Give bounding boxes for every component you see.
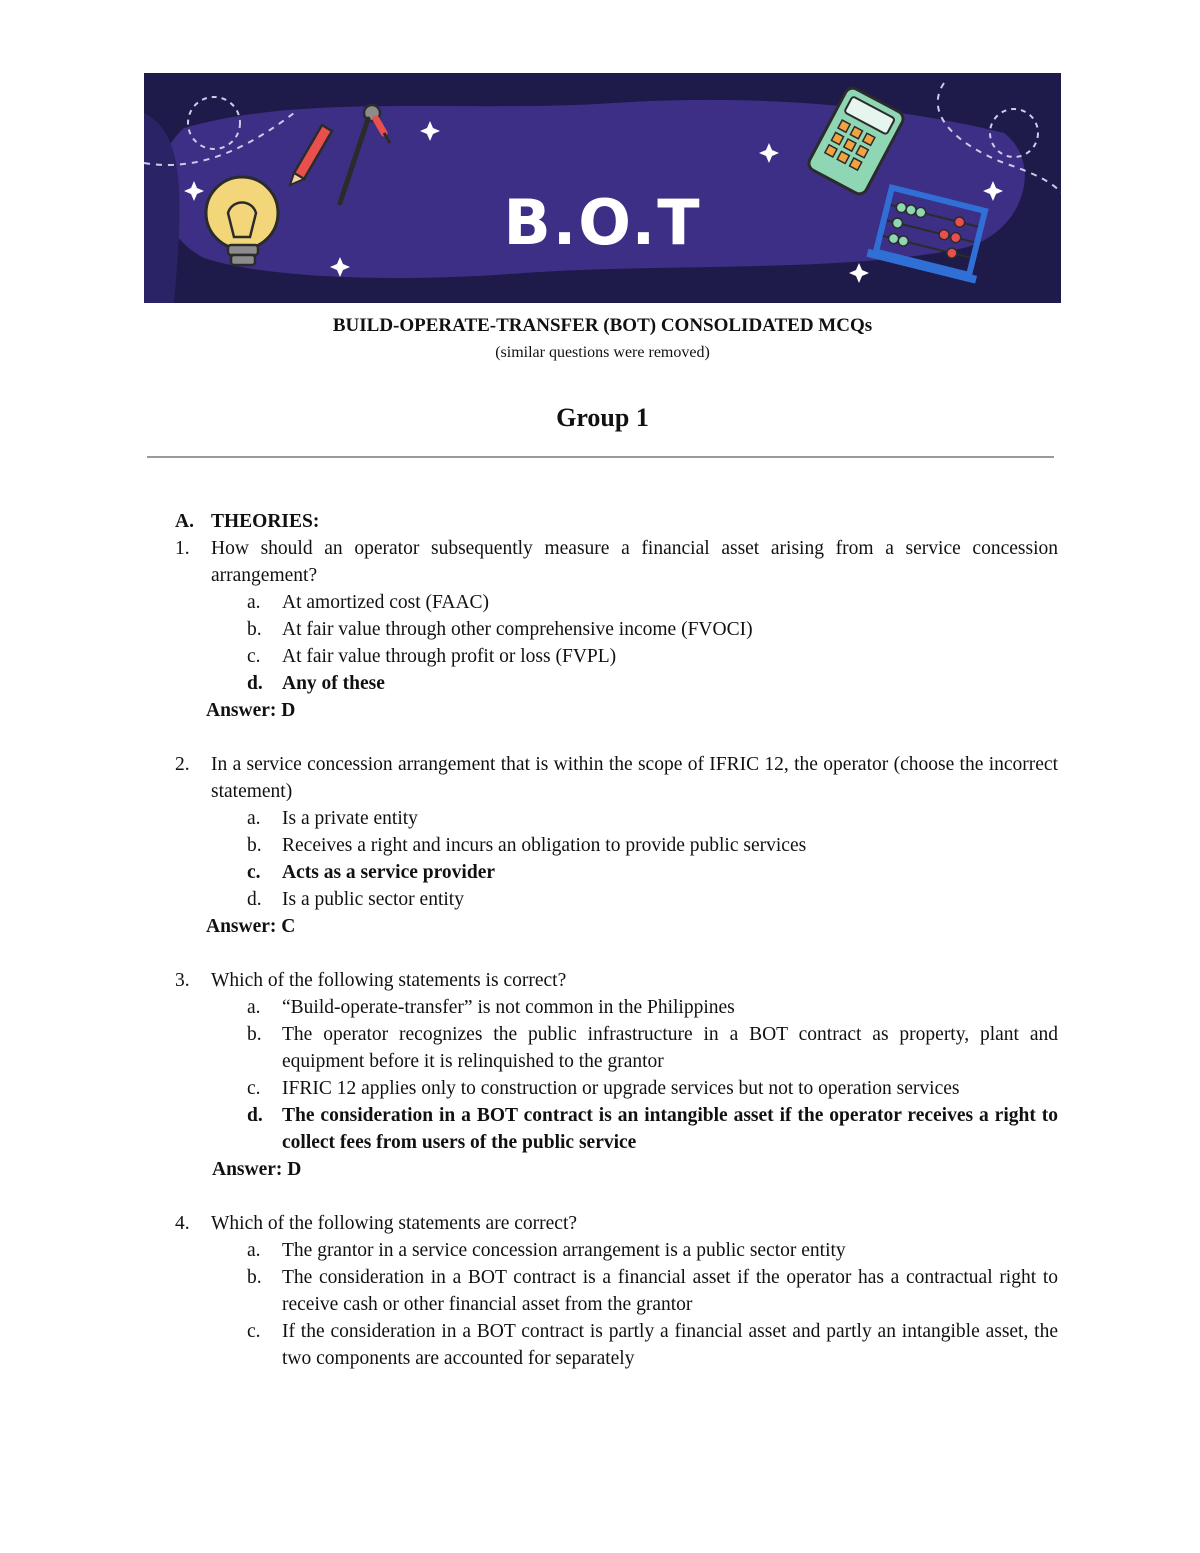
option-item: [0, 589, 1200, 616]
option-text: The consideration in a BOT contract is a financial asset if the operator has a contractual right to receive cash or other financial asset from the grantor: [282, 1267, 1058, 1315]
option-item: [0, 1318, 1200, 1372]
option-text: IFRIC 12 applies only to construction or upgrade services but not to operation services: [282, 1078, 960, 1099]
question-number: 2.: [175, 754, 190, 775]
option-item-correct: [0, 859, 1200, 886]
option-letter: b.: [247, 1267, 262, 1288]
section-title: THEORIES:: [211, 511, 320, 532]
option-letter: c.: [247, 1321, 261, 1342]
option-letter: b.: [247, 619, 262, 640]
question-text: Which of the following statements are correct?: [211, 1213, 578, 1234]
option-text: Any of these: [282, 673, 385, 694]
option-text: Acts as a service provider: [282, 862, 496, 883]
group-title: Group 1: [556, 403, 649, 432]
option-letter: c.: [247, 646, 261, 667]
option-text: At fair value through other comprehensive income (FVOCI): [282, 619, 753, 640]
option-letter: c.: [247, 1078, 261, 1099]
option-letter: b.: [247, 835, 262, 856]
answer-label: Answer: D: [212, 1159, 302, 1180]
answer-label: Answer: C: [206, 916, 296, 937]
option-item: [0, 886, 1200, 913]
option-text: The operator recognizes the public infrastructure in a BOT contract as property, plant and equipment before it is relinquished to the grantor: [282, 1024, 1058, 1072]
option-item: [0, 805, 1200, 832]
question-text: In a service concession arrangement that is within the scope of IFRIC 12, the operator (choose the incorrect statement): [211, 754, 1058, 802]
option-text: Is a private entity: [282, 808, 418, 829]
document-subtitle: (similar questions were removed): [495, 344, 710, 361]
question-text: How should an operator subsequently measure a financial asset arising from a service concession arrangement?: [211, 538, 1058, 586]
option-text: “Build-operate-transfer” is not common in the Philippines: [282, 997, 735, 1018]
answer-label: Answer: D: [206, 700, 296, 721]
option-item: [0, 643, 1200, 670]
question-item: [0, 967, 1200, 1183]
option-text: Is a public sector entity: [282, 889, 464, 910]
option-item: [0, 994, 1200, 1021]
option-text: The grantor in a service concession arrangement is a public sector entity: [282, 1240, 846, 1261]
option-text: If the consideration in a BOT contract is partly a financial asset and partly an intangible asset, the two components are accounted for separately: [282, 1321, 1058, 1369]
option-letter: a.: [247, 808, 261, 829]
question-text: Which of the following statements is correct?: [211, 970, 567, 991]
option-letter: c.: [247, 862, 261, 883]
option-item: [0, 616, 1200, 643]
option-letter: d.: [247, 673, 263, 694]
question-item: [0, 1210, 1200, 1372]
question-list: [0, 508, 1200, 1372]
question-item: [0, 535, 1200, 724]
document-title: BUILD-OPERATE-TRANSFER (BOT) CONSOLIDATED MCQs: [332, 315, 873, 336]
header-banner: [144, 73, 1061, 303]
option-letter: a.: [247, 997, 261, 1018]
option-letter: d.: [247, 889, 262, 910]
option-text: The consideration in a BOT contract is an intangible asset if the operator receives a right to collect fees from users of the public service: [282, 1105, 1058, 1153]
option-text: At fair value through profit or loss (FVPL): [282, 646, 617, 667]
option-text: At amortized cost (FAAC): [282, 592, 490, 613]
option-letter: d.: [247, 1105, 263, 1126]
question-number: 1.: [175, 538, 190, 559]
option-letter: a.: [247, 1240, 261, 1261]
option-item-correct: [0, 1102, 1200, 1156]
banner-title: B.O.T: [503, 186, 702, 259]
question-number: 3.: [175, 970, 190, 991]
divider: [147, 456, 1054, 458]
option-letter: a.: [247, 592, 261, 613]
option-item-correct: [0, 670, 1200, 697]
option-item: [0, 1075, 1200, 1102]
option-text: Receives a right and incurs an obligation to provide public services: [282, 835, 807, 856]
question-number: 4.: [175, 1213, 190, 1234]
section-heading: [0, 508, 1200, 535]
option-item: [0, 832, 1200, 859]
question-item: [0, 751, 1200, 940]
option-item: [0, 1021, 1200, 1075]
option-item: [0, 1237, 1200, 1264]
option-letter: b.: [247, 1024, 262, 1045]
option-item: [0, 1264, 1200, 1318]
section-marker: A.: [175, 511, 194, 532]
